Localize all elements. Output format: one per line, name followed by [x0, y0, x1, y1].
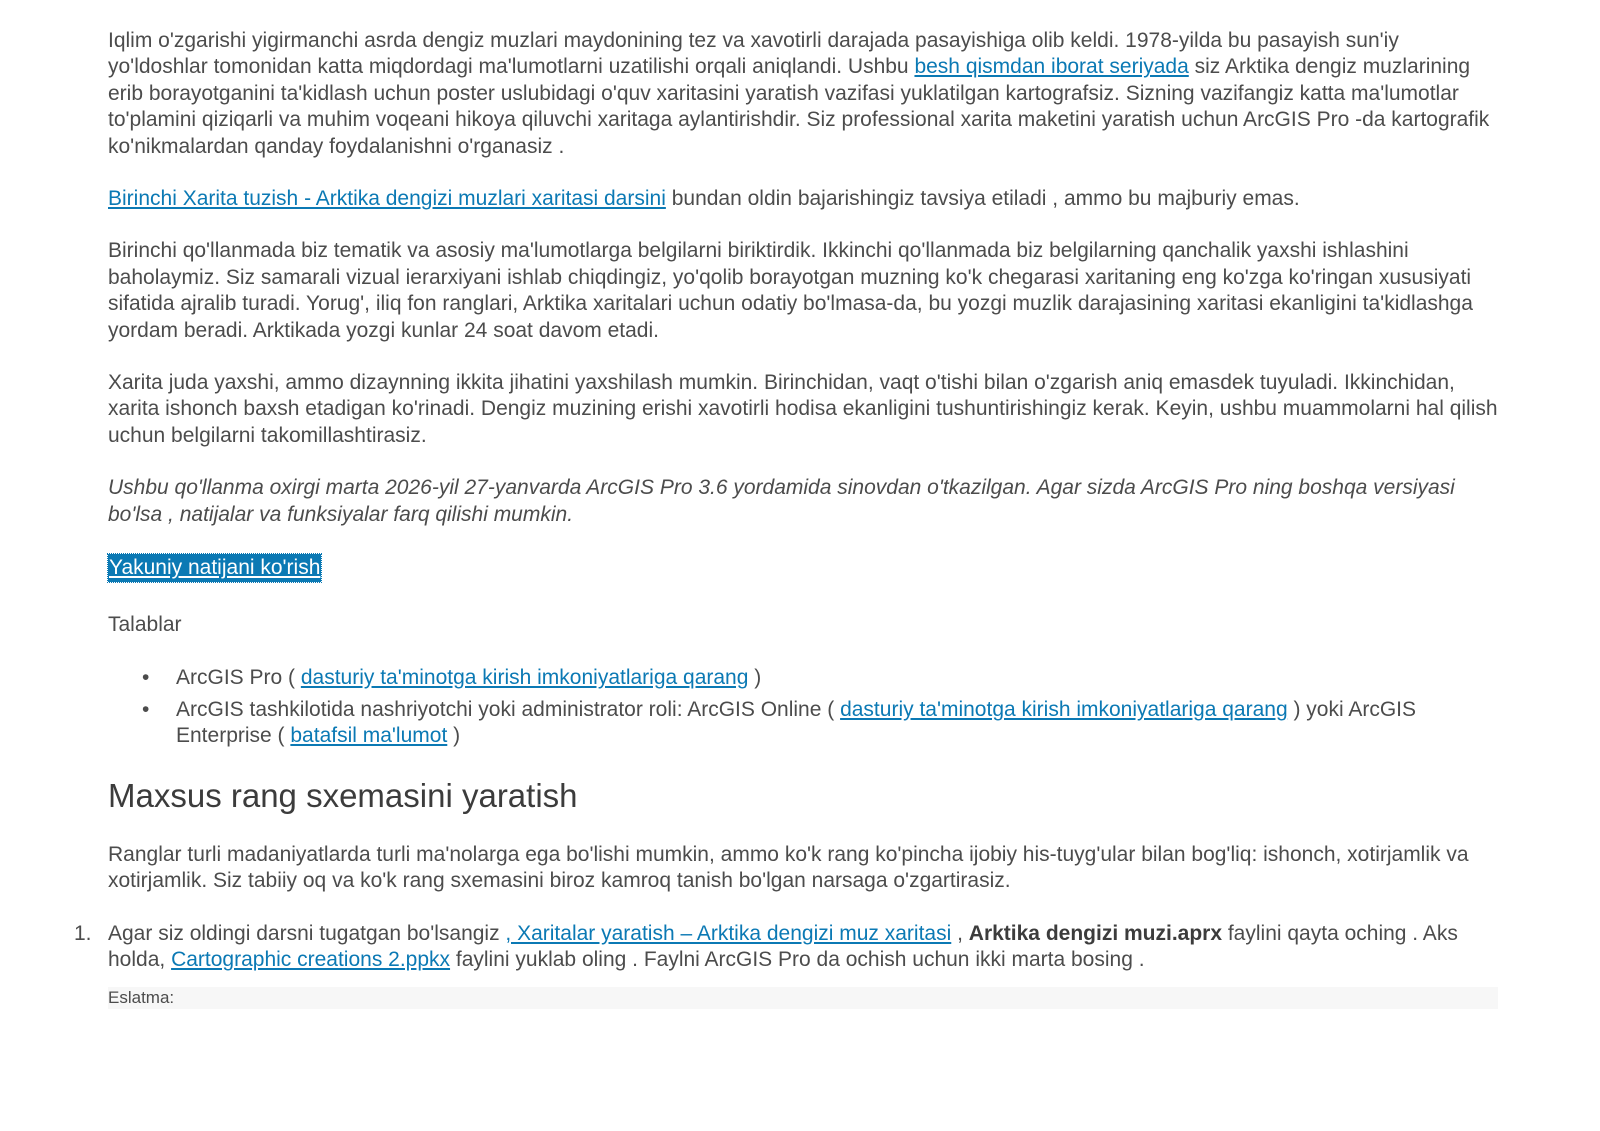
requirement-text-end: ) [748, 665, 762, 689]
requirement-text-middle: ) yoki ArcGIS Enterprise ( [176, 697, 1416, 748]
article-content [74, 28, 1498, 1009]
intro-paragraph [108, 28, 1498, 160]
step-text: , [951, 921, 969, 945]
note-box [108, 987, 1498, 1009]
version-note: Ushbu qo'llanma oxirgi marta 2026-yil 27-yanvarda ArcGIS Pro 3.6 yordamida sinovdan o'tkazilgan. Agar sizda ArcGIS Pro ning boshqa versiyasi bo'lsa , natijalar va funksiyalar farq qilishi mumkin. [108, 476, 1455, 526]
section-heading: Maxsus rang sxemasini yaratish [108, 776, 578, 814]
requirements-title: Talablar [108, 613, 182, 637]
view-final-result-button[interactable]: Yakuniy natijani ko'rish [108, 554, 321, 582]
section-paragraph: Ranglar turli madaniyatlarda turli ma'nolarga ega bo'lishi mumkin, ammo ko'k rang ko'pincha ijobiy his-tuyg'ular bilan bog'liq: ishonch, xotirjamlik va xotirjamlik. Siz tabiiy oq va ko'k rang sxemasini biroz kamroq tanish bo'lgan narsaga o'zgartirasiz. [108, 842, 1469, 893]
bullet-icon: • [142, 697, 150, 721]
step-number: 1. [74, 921, 92, 945]
first-tutorial-link[interactable]: Birinchi Xarita tuzish - Arktika dengizi muzlari xaritasi darsini [108, 187, 666, 211]
recommendation-paragraph [108, 186, 1498, 212]
requirement-item [142, 697, 1498, 750]
step-text: Agar siz oldingi darsni tugatgan bo'lsangiz [108, 921, 506, 945]
software-access-link[interactable]: dasturiy ta'minotga kirish imkoniyatlariga qarang [300, 665, 749, 689]
series-link[interactable]: besh qismdan iborat seriyada [914, 55, 1189, 79]
note-label: Eslatma: [108, 988, 175, 1008]
intro-text-1: Iqlim o'zgarishi yigirmanchi asrda dengiz muzlari maydonining tez va xavotirli darajada pasayishiga olib keldi. 1978-yilda bu pasayish sun'iy yo'ldoshlar tomonidan katta miqdordagi ma'lumotlarni uzatilishi orqali aniqlandi. Ushbu [108, 29, 1399, 79]
step-text: faylini yuklab oling . Faylni ArcGIS Pro da ochish uchun ikki marta bosing . [450, 947, 1145, 971]
more-info-link[interactable]: batafsil ma'lumot [290, 724, 448, 748]
summary-paragraph: Birinchi qo'llanmada biz tematik va asosiy ma'lumotlarga belgilarni biriktirdik. Ikkinchi qo'llanmada biz belgilarning qanchalik yaxshi ishlashini baholaymiz. Siz samarali vizual ierarxiyani ishlab chiqdingiz, yo'qolib borayotgan muzning ko'k chegarasi xaritaning eng ko'zga ko'ringan xususiyati sifatida ajralib turadi. Yorug', iliq fon ranglari, Arktika xaritalari uchun odatiy bo'lmasa-da, bu yozgi muzlik darajasining xaritasi ekanligini ta'kidlashga yordam beradi. Arktikada yozgi kunlar 24 soat davom etadi. [108, 239, 1473, 342]
steps-list [74, 921, 1498, 974]
project-file-name: Arktika dengizi muzi.aprx [968, 921, 1223, 945]
requirement-text: ArcGIS tashkilotida nashriyotchi yoki administrator roli: ArcGIS Online ( [176, 697, 841, 721]
step-text: faylini qayta oching . Aks holda, [108, 921, 1458, 971]
improvement-paragraph: Xarita juda yaxshi, ammo dizaynning ikkita jihatini yaxshilash mumkin. Birinchidan, vaqt o'tishi bilan o'zgarish aniq emasdek tuyuladi. Ikkinchidan, xarita ishonch baxsh etadigan ko'rinadi. Dengiz muzining erishi xavotirli hodisa ekanligini tushuntirishingiz kerak. Keyin, ushbu muammolarni hal qilish uchun belgilarni takomillashtirasiz. [108, 371, 1498, 447]
previous-lesson-link[interactable]: , Xaritalar yaratish – Arktika dengizi muz xaritasi [505, 921, 952, 945]
package-download-link[interactable]: Cartographic creations 2.ppkx [171, 947, 451, 971]
requirement-text-end: ) [447, 724, 461, 748]
software-access-link[interactable]: dasturiy ta'minotga kirish imkoniyatlariga qarang [840, 697, 1288, 721]
bullet-icon: • [142, 665, 150, 689]
step-item [74, 921, 1498, 974]
requirements-list [108, 665, 1498, 750]
final-result-wrap [108, 554, 1498, 584]
requirement-item [142, 665, 1498, 691]
intro-text-2: siz Arktika dengiz muzlarining erib borayotganini ta'kidlash uchun poster uslubidagi o'quv xaritasini yaratish vazifasi yuklatilgan kartografsiz. Sizning vazifangiz katta ma'lumotlar to'plamini qiziqarli va muhim voqeani hikoya qiluvchi xaritaga aylantirishdir. Siz professional xarita maketini yaratish uchun ArcGIS Pro -da kartografik ko'nikmalardan qanday foydalanishni o'rganasiz . [108, 55, 1490, 158]
requirement-text: ArcGIS Pro ( [176, 665, 301, 689]
recommendation-text: bundan oldin bajarishingiz tavsiya etiladi , ammo bu majburiy emas. [665, 187, 1300, 211]
